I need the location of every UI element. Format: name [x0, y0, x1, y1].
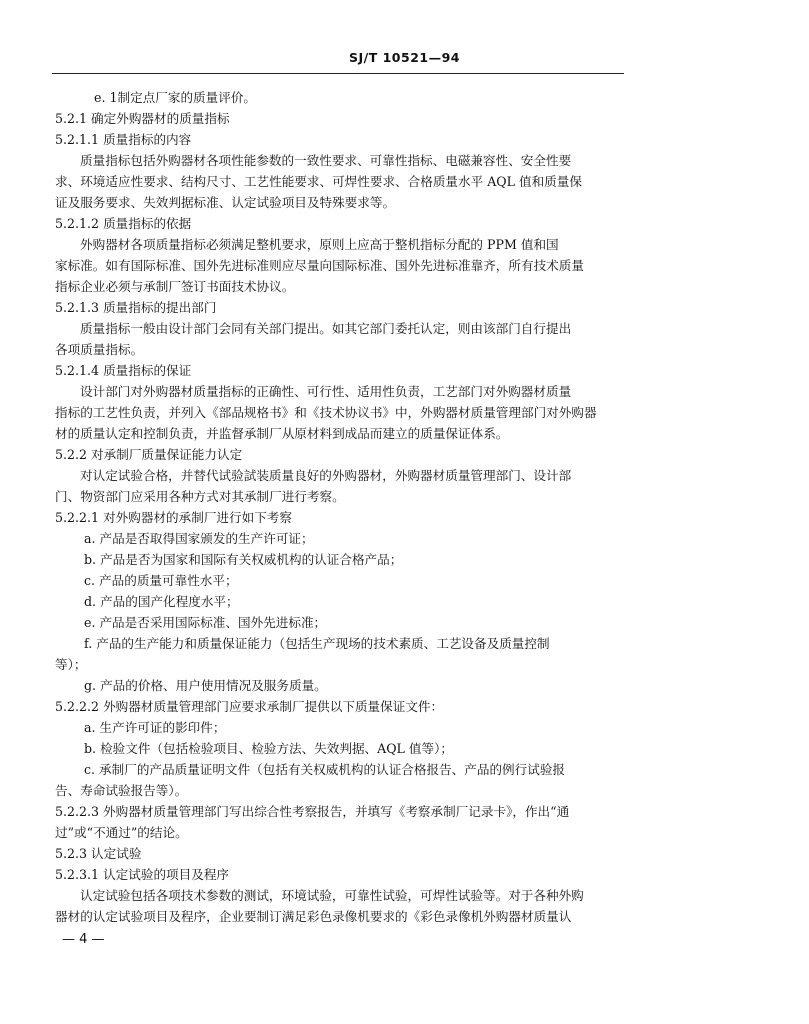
standard-code-header: SJ/T 10521—94: [349, 50, 460, 65]
text-line: 告、寿命试验报告等）。: [55, 783, 188, 798]
text-line: 等）；: [55, 657, 87, 672]
text-line: 证及服务要求、失效判据标准、认定试验项目及特殊要求等。: [55, 195, 396, 210]
list-item: c. 承制厂的产品质量证明文件（包括有关权威机构的认证合格报告、产品的例行试验报: [84, 762, 566, 777]
section-heading: 5.2.2 对承制厂质量保证能力认定: [55, 447, 243, 462]
text-line: 材的质量认定和控制负责，并监督承制厂从原材料到成品而建立的质量保证体系。: [55, 426, 509, 441]
section-heading: 5.2.1.4 质量指标的保证: [55, 363, 192, 378]
list-item: f. 产品的生产能力和质量保证能力（包括生产现场的技术素质、工艺设备及质量控制: [84, 636, 550, 651]
page-number: — 4 —: [62, 932, 105, 947]
section-heading: 5.2.2.3 外购器材质量管理部门写出综合性考察报告，并填写《考察承制厂记录卡》，作出“通: [55, 804, 570, 819]
text-line: 设计部门对外购器材质量指标的正确性、可行性、适用性负责，工艺部门对外购器材质量: [80, 384, 572, 399]
section-heading: 5.2.1.3 质量指标的提出部门: [55, 300, 217, 315]
text-line: 门、物资部门应采用各种方式对其承制厂进行考察。: [55, 489, 345, 504]
text-line: 各项质量指标。: [55, 342, 144, 357]
list-item: b. 产品是否为国家和国际有关权威机构的认证合格产品；: [84, 552, 403, 567]
list-item: d. 产品的国产化程度水平；: [84, 594, 239, 609]
section-heading: 5.2.2.2 外购器材质量管理部门应要求承制厂提供以下质量保证文件：: [55, 699, 444, 714]
list-item: b. 检验文件（包括检验项目、检验方法、失效判据、AQL 值等）；: [84, 741, 453, 756]
text-line: 外购器材各项质量指标必须满足整机要求，原则上应高于整机指标分配的 PPM 值和国: [80, 237, 559, 252]
list-item: e. 产品是否采用国际标准、国外先进标准；: [84, 615, 327, 630]
list-item: g. 产品的价格、用户使用情况及服务质量。: [84, 678, 327, 693]
section-heading: 5.2.2.1 对外购器材的承制厂进行如下考察: [55, 510, 292, 525]
section-heading: 5.2.1.1 质量指标的内容: [55, 132, 192, 147]
section-heading: 5.2.1 确定外购器材的质量指标: [55, 111, 230, 126]
text-line: 指标的工艺性负责，并列入《部品规格书》和《技术协议书》中，外购器材质量管理部门对外购器: [55, 405, 597, 420]
text-line: 过”或“不通过”的结论。: [55, 825, 188, 840]
header-rule: [52, 73, 624, 74]
text-line: 器材的认定试验项目及程序，企业要制订满足彩色录像机要求的《彩色录像机外购器材质量认: [55, 909, 572, 924]
section-heading: 5.2.1.2 质量指标的依据: [55, 216, 192, 231]
section-heading: 5.2.3 认定试验: [55, 846, 142, 861]
text-line: 认定试验包括各项技术参数的测试，环境试验，可靠性试验，可焊性试验等。对于各种外购: [80, 888, 584, 903]
text-line: 指标企业必须与承制厂签订书面技术协议。: [55, 279, 295, 294]
text-line: 对认定试验合格，并替代试验試装质量良好的外购器材，外购器材质量管理部门、设计部: [80, 468, 572, 483]
text-line: 家标准。如有国际标准、国外先进标准则应尽量向国际标准、国外先进标准靠齐，所有技术质量: [55, 258, 584, 273]
list-item: a. 产品是否取得国家颁发的生产许可证；: [84, 531, 314, 546]
text-line: e. 1制定点厂家的质量评价。: [94, 90, 257, 105]
list-item: c. 产品的质量可靠性水平；: [84, 573, 238, 588]
section-heading: 5.2.3.1 认定试验的项目及程序: [55, 867, 230, 882]
text-line: 质量指标一般由设计部门会同有关部门提出。如其它部门委托认定，则由该部门自行提出: [80, 321, 572, 336]
text-line: 求、环境适应性要求、结构尺寸、工艺性能要求、可焊性要求、合格质量水平 AQL 值和质量保: [55, 174, 582, 189]
text-line: 质量指标包括外购器材各项性能参数的一致性要求、可靠性指标、电磁兼容性、安全性要: [80, 153, 572, 168]
list-item: a. 生产许可证的影印件；: [84, 720, 226, 735]
